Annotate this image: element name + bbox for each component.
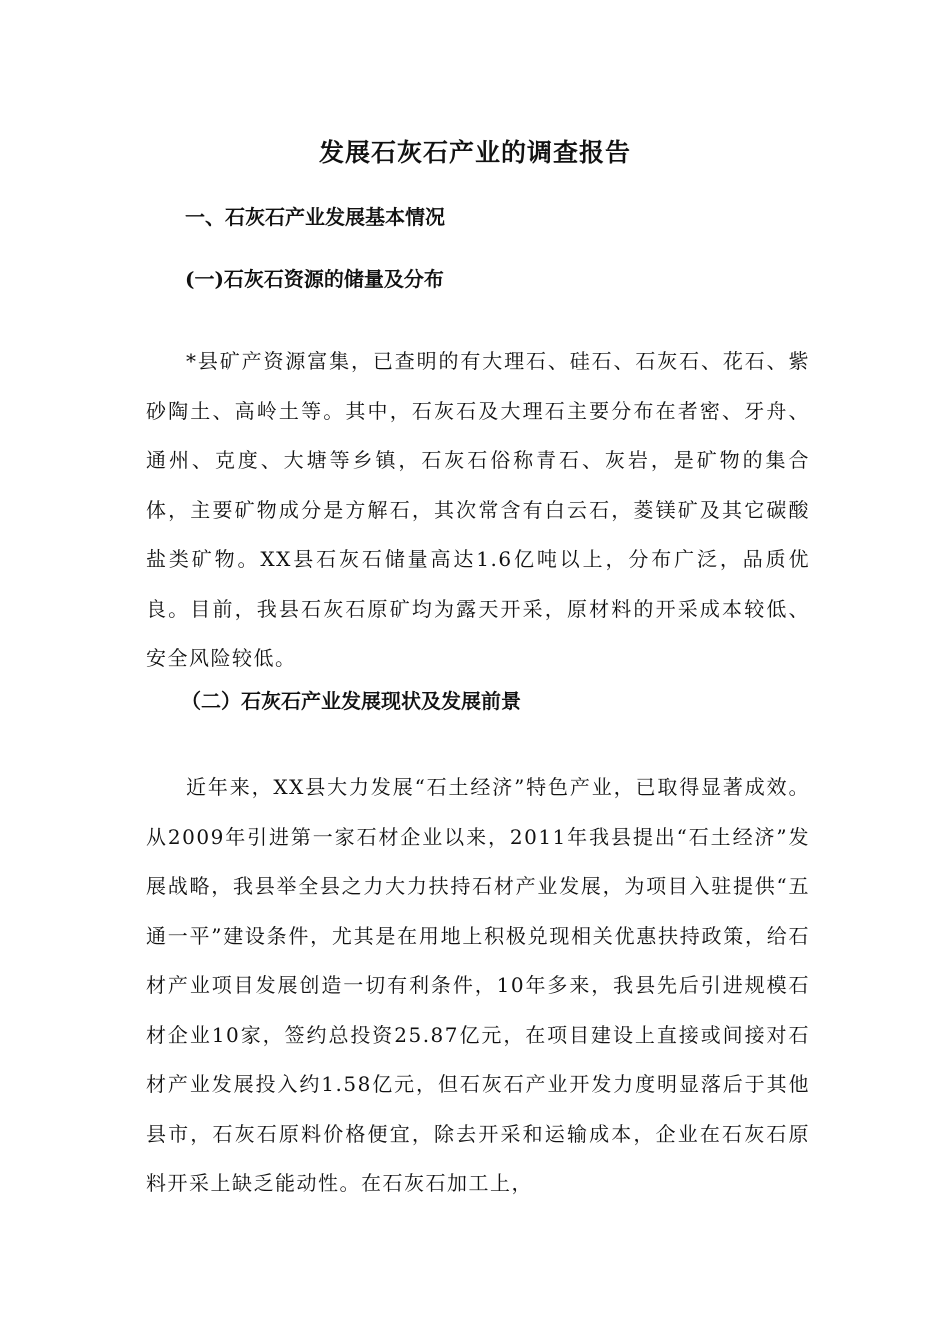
paragraph-status: 近年来，XX县大力发展“石土经济”特色产业，已取得显著成效。从2009年引进第一家石材企业以来，2011年我县提出“石土经济”发展战略，我县举全县之力大力扶持石材产业发展，为项目入驻提供“五通一平”建设条件，尤其是在用地上积极兑现相关优惠扶持政策，给石材产业项目发展创造一切有利条件，10年多来，我县先后引进规模石材企业10家，签约总投资25.87亿元，在项目建设上直接或间接对石材产业发展投入约1.58亿元，但石灰石产业开发力度明显落后于其他县市，石灰石原料价格便宜，除去开采和运输成本，企业在石灰石原料开采上缺乏能动性。在石灰石加工上， [146, 775, 810, 1195]
paragraph-reserves: *县矿产资源富集，已查明的有大理石、硅石、石灰石、花石、紫砂陶土、高岭土等。其中，石灰石及大理石主要分布在者密、牙舟、通州、克度、大塘等乡镇，石灰石俗称青石、灰岩，是矿物的集合体，主要矿物成分是方解石，其次常含有白云石，菱镁矿及其它碳酸盐类矿物。XX县石灰石储量高达1.6亿吨以上，分布广泛，品质优良。目前，我县石灰石原矿均为露天开采，原材料的开采成本较低、安全风险较低。 [146, 349, 810, 670]
subsection-heading-status: （二）石灰石产业发展现状及发展前景 [181, 689, 521, 713]
document-title: 发展石灰石产业的调查报告 [318, 138, 631, 167]
subsection-heading-reserves: (一)石灰石资源的储量及分布 [185, 267, 444, 291]
section-heading-basic-situation: 一、石灰石产业发展基本情况 [185, 205, 445, 229]
